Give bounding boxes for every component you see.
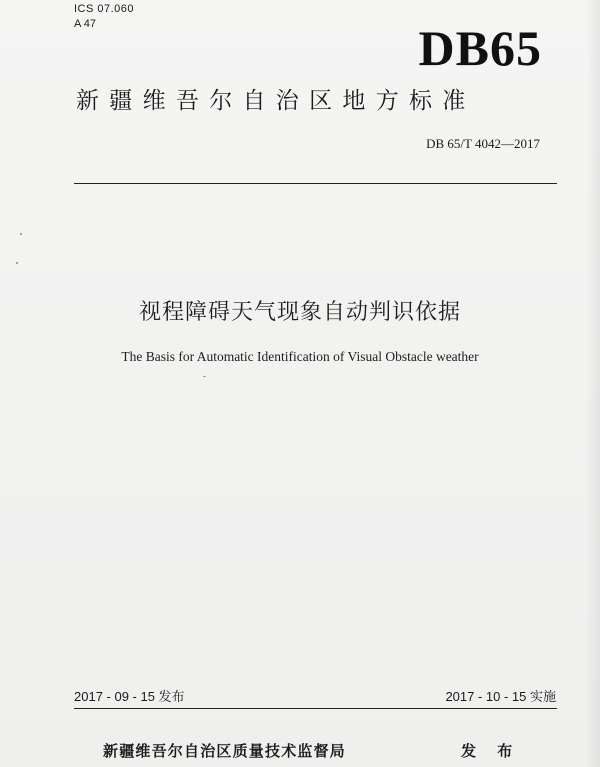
scan-speck [203,376,206,377]
issue-date: 2017 - 09 - 15 发布 [74,689,185,704]
publish-label: 发 布 [461,742,521,760]
page-edge-shadow [586,0,600,767]
classification-code: A 47 [74,18,97,30]
document-title-chinese: 视程障碍天气现象自动判识依据 [138,300,461,325]
implementation-date: 2017 - 10 - 15 实施 [445,689,556,704]
bottom-rule [74,708,557,709]
standard-mark: DB65 [418,20,542,76]
scan-speck [20,233,22,235]
standard-number: DB 65/T 4042—2017 [426,136,540,151]
ics-code: ICS 07.060 [74,3,135,15]
top-rule [74,183,557,184]
standard-type-heading: 新疆维吾尔自治区地方标准 [76,88,476,114]
issuing-authority: 新疆维吾尔自治区质量技术监督局 [103,742,347,760]
document-title-english: The Basis for Automatic Identification of Visual Obstacle weather [121,349,479,364]
scan-speck [16,262,18,264]
